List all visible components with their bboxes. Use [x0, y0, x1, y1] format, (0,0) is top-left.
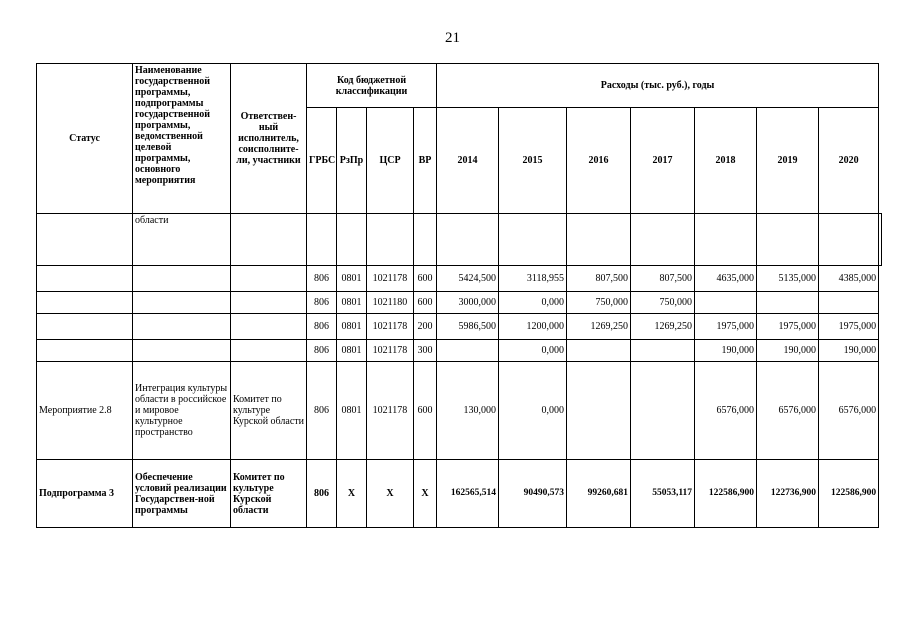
cell-value: 190,000	[757, 340, 819, 362]
cell-value: 5135,000	[757, 266, 819, 292]
header-year: 2020	[819, 108, 879, 214]
cell-value: 0,000	[499, 340, 567, 362]
subprogram-row	[37, 460, 882, 528]
cell-value	[757, 292, 819, 314]
cell-value: 1269,250	[631, 314, 695, 340]
cell-vr: 600	[414, 362, 437, 460]
table-row	[37, 266, 882, 292]
cell-grbs: 806	[307, 340, 337, 362]
header-rzpr: РзПр	[337, 108, 367, 214]
cell-grbs: 806	[307, 362, 337, 460]
cell-value: 1975,000	[695, 314, 757, 340]
cell-value: 122586,900	[819, 460, 879, 528]
cell-value	[631, 340, 695, 362]
cell-value: 4385,000	[819, 266, 879, 292]
cell-vr: 600	[414, 292, 437, 314]
cell-value: 190,000	[819, 340, 879, 362]
header-kbk: Код бюджетной классификации	[307, 64, 437, 108]
cell-value: 1975,000	[819, 314, 879, 340]
cell-value: 190,000	[695, 340, 757, 362]
cell-csr: X	[367, 460, 414, 528]
cell-value: 122586,900	[695, 460, 757, 528]
cell-rzpr: 0801	[337, 362, 367, 460]
table-row	[37, 340, 882, 362]
measure-name: Интеграция культуры области в российское и мировое культурное пространство	[133, 362, 231, 460]
cell-vr: 600	[414, 266, 437, 292]
header-name: Наименование государственной программы, подпрограммы государственной программы, ведомственной целевой программы, основного мероприятия	[133, 64, 231, 214]
header-year: 2016	[567, 108, 631, 214]
table-row	[37, 292, 882, 314]
header-grbs: ГРБС	[307, 108, 337, 214]
cell-vr: 300	[414, 340, 437, 362]
table-row	[37, 314, 882, 340]
header-row-1	[37, 64, 882, 108]
cell-value: 6576,000	[695, 362, 757, 460]
cell-grbs: 806	[307, 314, 337, 340]
cell-value: 807,500	[631, 266, 695, 292]
header-year: 2019	[757, 108, 819, 214]
cell-value: 122736,900	[757, 460, 819, 528]
cell-grbs: 806	[307, 460, 337, 528]
cell-vr: 200	[414, 314, 437, 340]
empty-cell	[37, 214, 133, 266]
cell-value: 162565,514	[437, 460, 499, 528]
cell-value	[437, 340, 499, 362]
cell-rzpr: 0801	[337, 292, 367, 314]
cell-value: 1975,000	[757, 314, 819, 340]
header-vr: ВР	[414, 108, 437, 214]
page-number: 21	[445, 30, 460, 46]
header-year: 2015	[499, 108, 567, 214]
cell-value	[819, 292, 879, 314]
measure-status: Мероприятие 2.8	[37, 362, 133, 460]
cell-value: 5424,500	[437, 266, 499, 292]
cell-grbs: 806	[307, 292, 337, 314]
cell-value: 6576,000	[757, 362, 819, 460]
measure-row	[37, 362, 882, 460]
cell-value: 0,000	[499, 362, 567, 460]
cell-value: 90490,573	[499, 460, 567, 528]
cell-value: 1269,250	[567, 314, 631, 340]
cell-value: 99260,681	[567, 460, 631, 528]
cell-grbs: 806	[307, 266, 337, 292]
cell-value: 130,000	[437, 362, 499, 460]
subprogram-name: Обеспечение условий реализации Государствен-ной программы	[133, 460, 231, 528]
cell-value: 1200,000	[499, 314, 567, 340]
header-year: 2018	[695, 108, 757, 214]
subprogram-status: Подпрограмма 3	[37, 460, 133, 528]
header-status: Статус	[37, 64, 133, 214]
cell-value: 750,000	[567, 292, 631, 314]
budget-table	[36, 63, 882, 528]
cell-value: 6576,000	[819, 362, 879, 460]
cell-csr: 1021178	[367, 266, 414, 292]
continuation-text: области	[133, 214, 231, 266]
cell-value: 55053,117	[631, 460, 695, 528]
cell-rzpr: X	[337, 460, 367, 528]
cell-value: 750,000	[631, 292, 695, 314]
cell-value: 5986,500	[437, 314, 499, 340]
measure-executor: Комитет по культуре Курской области	[231, 362, 307, 460]
header-year: 2017	[631, 108, 695, 214]
header-expenses: Расходы (тыс. руб.), годы	[437, 64, 879, 108]
cell-value: 807,500	[567, 266, 631, 292]
cell-value: 3118,955	[499, 266, 567, 292]
cell-csr: 1021178	[367, 362, 414, 460]
cell-value: 4635,000	[695, 266, 757, 292]
cell-csr: 1021178	[367, 314, 414, 340]
cell-rzpr: 0801	[337, 340, 367, 362]
subprogram-executor: Комитет по культуре Курской области	[231, 460, 307, 528]
cell-value	[695, 292, 757, 314]
cell-rzpr: 0801	[337, 314, 367, 340]
cell-value	[567, 362, 631, 460]
cell-value	[631, 362, 695, 460]
cell-value: 0,000	[499, 292, 567, 314]
cell-vr: X	[414, 460, 437, 528]
header-csr: ЦСР	[367, 108, 414, 214]
cell-rzpr: 0801	[337, 266, 367, 292]
cell-value: 3000,000	[437, 292, 499, 314]
header-executor: Ответствен-ный исполнитель, соисполните-ли, участники	[231, 64, 307, 214]
header-year: 2014	[437, 108, 499, 214]
continuation-row	[37, 214, 882, 266]
cell-csr: 1021180	[367, 292, 414, 314]
cell-value	[567, 340, 631, 362]
cell-csr: 1021178	[367, 340, 414, 362]
